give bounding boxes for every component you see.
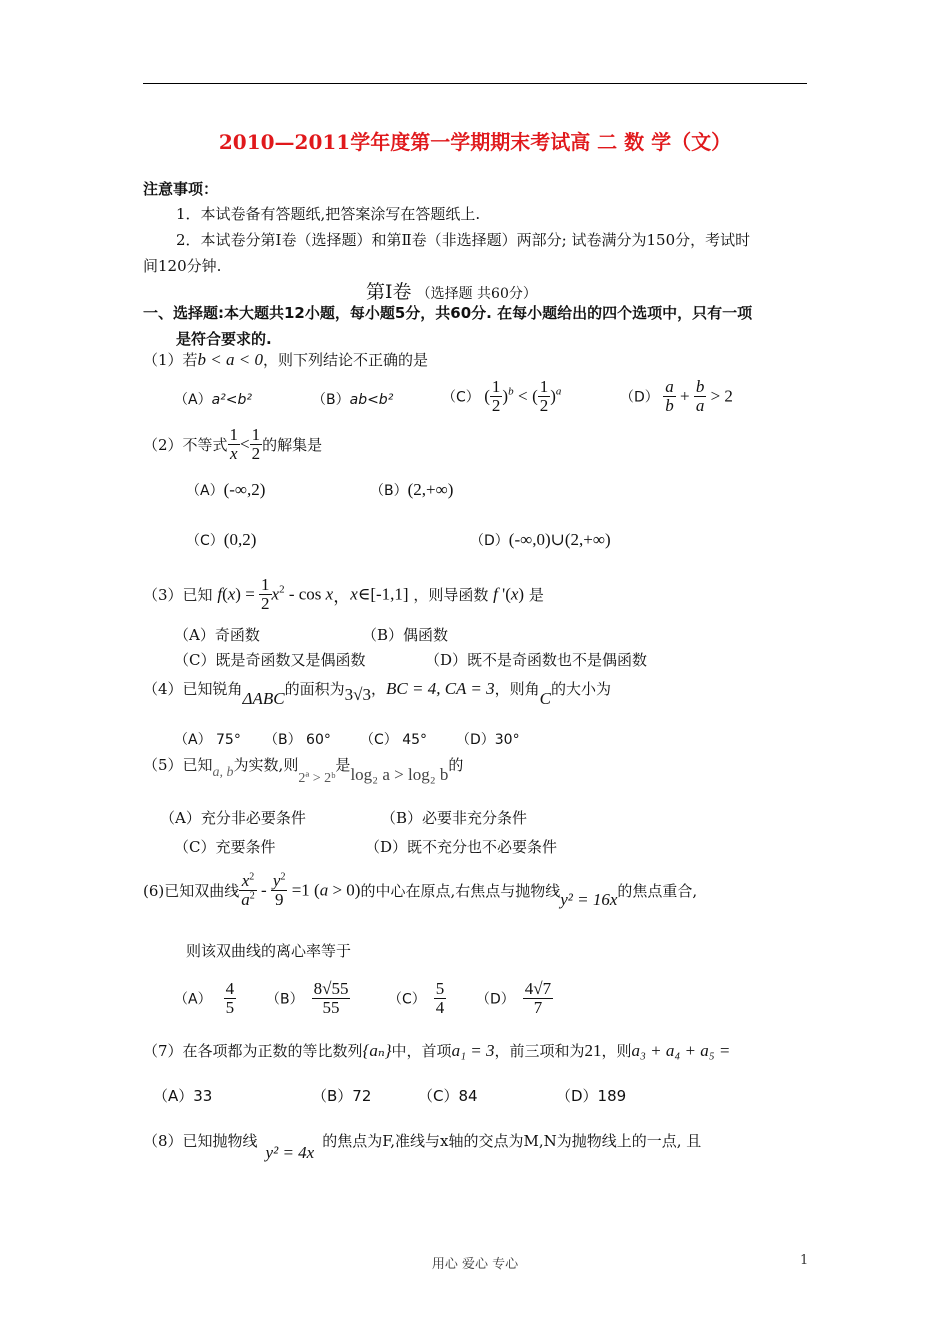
header-rule [143,83,807,84]
q2-stem-post: 的解集是 [262,435,323,454]
q1-stem-pre: （1）若 [143,351,198,369]
section1-line2: 是符合要求的. [176,330,272,348]
q5-stem-mid1: 为实数,则 [233,756,299,774]
part1-label: 第Ⅰ卷 [366,281,412,303]
q6-parabola: y² = 16x [560,890,618,910]
section1-line1: 一、选择题:本大题共12小题，每小题5分，共60分. 在每小题给出的四个选项中，只有一项 [143,304,753,322]
q4-option-d: （D）30° [456,732,520,748]
q2-d-label: （D） [470,533,509,549]
q7-option-c: （C）84 [418,1087,478,1105]
q8-stem-post: 的焦点为F,准线与x轴的交点为M,N为抛物线上的一点, 且 [322,1132,702,1150]
q4-stem-pre: （4）已知锐角 [143,680,243,698]
q5-option-b: （B）必要非充分条件 [381,809,528,827]
q1-a-label: （A） [174,392,212,408]
question-4-stem: （4）已知锐角ΔABC的面积为3√3，BC = 4, CA = 3，则角C的大小为 [143,679,611,708]
q7-expression: a₃ + a₄ + a₅ = [631,1041,731,1060]
q7-option-a: （A）33 [153,1087,213,1105]
q8-stem-pre: （8）已知抛物线 [143,1132,258,1150]
question-3-stem: （3）已知 f(x) = $\frac{1}{2}$ $x^2$ - cos x，x∈[-1,1] ，则导函数 f '(x) 是 [143,575,544,613]
q6-stem-line2: 则该双曲线的离心率等于 [186,942,352,960]
q2-option-b [370,480,453,500]
q5-log: log₂ a > log₂ b [350,765,449,784]
q1-c-label: （C） [442,389,480,406]
notice-item-2-line2: 间120分钟. [143,257,222,275]
q6-b-label: （B） [266,991,304,1008]
q5-option-c: （C）充要条件 [174,838,276,856]
q5-condition: 2ª > 2ᵇ [298,771,336,786]
q3-option-b: （B）偶函数 [362,626,449,644]
q1-option-a [174,389,252,409]
q6-c-label: （C） [388,991,426,1008]
q3-option-a: （A）奇函数 [174,626,260,644]
q4-stem-post1: ，则角 [494,680,540,698]
q6-a-label: （A） [174,991,212,1008]
footer-text: 用心 爱心 专心 [431,1257,519,1272]
q1-d-label: （D） [620,389,659,406]
q5-vars: a, b [212,765,234,780]
q3-option-d: （D）既不是奇函数也不是偶函数 [425,651,648,669]
q7-stem-mid2: ，前三项和为 [494,1042,585,1060]
question-7-stem [143,1040,730,1061]
q5-stem-pre: （5）已知 [143,756,213,774]
question-1-stem [143,349,428,370]
part1-subtitle: （选择题 共60分） [416,286,537,302]
q4-stem-post2: 的大小为 [550,680,611,698]
q7-option-d: （D）189 [556,1087,627,1105]
q1-a-text: a²<b² [211,392,252,408]
q4-option-c: （C） 45° [360,732,428,748]
exam-title: 2010—2011学年度第一学期期末考试高 二 数 学（文） [218,130,732,154]
q6-option-c: （C） $\frac{5}{4}$ [388,979,445,1017]
q3-stem-mid: ，则导函数 [413,585,489,604]
q4-stem-mid: 的面积为 [284,680,345,698]
q6-stem-mid: 的中心在原点,右焦点与抛物线 [360,881,561,900]
q4-option-a: （A） 75° [174,732,241,748]
q7-stem-pre: （7）在各项都为正数的等比数列 [143,1042,363,1060]
q2-d-text: (-∞,0)∪(2,+∞) [508,530,611,549]
q6-option-b: （B） $\frac{8√55}{55}$ [266,979,349,1017]
q6-d-label: （D） [476,991,515,1008]
q5-stem-mid2: 是 [335,756,351,774]
notice-item-1: 1．本试卷备有答题纸,把答案涂写在答题纸上. [176,205,481,223]
q2-a-label: （A） [186,483,224,499]
q4-option-b: （B） 60° [264,732,331,748]
question-5-stem [143,754,464,786]
q2-option-c [186,530,256,550]
notice-heading: 注意事项： [143,180,219,198]
q1-option-d: （D） $\frac{a}{b}$ + $\frac{b}{a}$ > 2 [620,377,733,415]
q7-a1: a₁ = 3 [451,1041,495,1060]
q2-c-label: （C） [186,533,224,549]
question-8-stem [143,1130,702,1162]
q1-stem-post: ，则下列结论不正确的是 [263,351,429,369]
q4-area: 3√3 [344,685,371,704]
q7-stem-mid1: 中，首项 [391,1042,452,1060]
page-number: 1 [800,1253,809,1268]
notice-item-2-line1: 2．本试卷分第Ⅰ卷（选择题）和第Ⅱ卷（非选择题）两部分; 试卷满分为150分，考试时 [176,231,751,249]
q1-option-c: （C） ( $\frac{1}{2}$ )$^b$ < ( $\frac{1}{2}$ )$^a$ [442,377,562,415]
q7-sequence: {aₙ} [362,1041,392,1060]
q4-angle: C [539,689,551,708]
q2-stem-pre: （2）不等式 [143,435,228,454]
q5-option-d: （D）既不充分也不必要条件 [365,838,558,856]
q3-stem-pre: （3）已知 [143,585,213,604]
q4-triangle: ΔABC [242,689,285,708]
question-6-stem: (6)已知双曲线 $\frac{x^2}{a^2}$ - $\frac{y^2}{9}$ =1 (a > 0)的中心在原点,右焦点与抛物线y² = 16x的焦点重合, [143,871,698,910]
q7-sum: 21 [584,1041,602,1060]
part1-header [366,277,537,304]
q2-b-label: （B） [370,483,408,499]
q3-option-c: （C）既是奇函数又是偶函数 [174,651,366,669]
q3-stem-post: 是 [528,585,544,604]
q1-option-b [312,389,393,409]
q1-stem-math: b < a < 0 [197,350,263,369]
q2-b-text: (2,+∞) [407,480,454,499]
q6-stem-post: 的焦点重合, [617,881,698,900]
q4-sides: BC = 4, CA = 3 [386,679,495,698]
q2-option-a [186,480,265,500]
question-2-stem: （2）不等式 $\frac{1}{x}$ < $\frac{1}{2}$ 的解集是 [143,425,323,463]
q5-stem-post: 的 [448,756,464,774]
q6-stem-pre: (6)已知双曲线 [143,881,240,900]
q1-b-text: ab<b² [349,392,394,408]
q2-a-text: (-∞,2) [223,480,266,499]
q1-b-label: （B） [312,392,350,408]
q8-parabola: y² = 4x [265,1143,315,1162]
q6-option-a: （A） $\frac{4}{5}$ [174,979,235,1017]
q7-option-b: （B）72 [312,1087,372,1105]
q7-stem-mid3: ，则 [601,1042,632,1060]
q5-option-a: （A）充分非必要条件 [160,809,306,827]
q6-option-d: （D） $\frac{4√7}{7}$ [476,979,552,1017]
q2-option-d [470,530,611,550]
q2-c-text: (0,2) [223,530,257,549]
